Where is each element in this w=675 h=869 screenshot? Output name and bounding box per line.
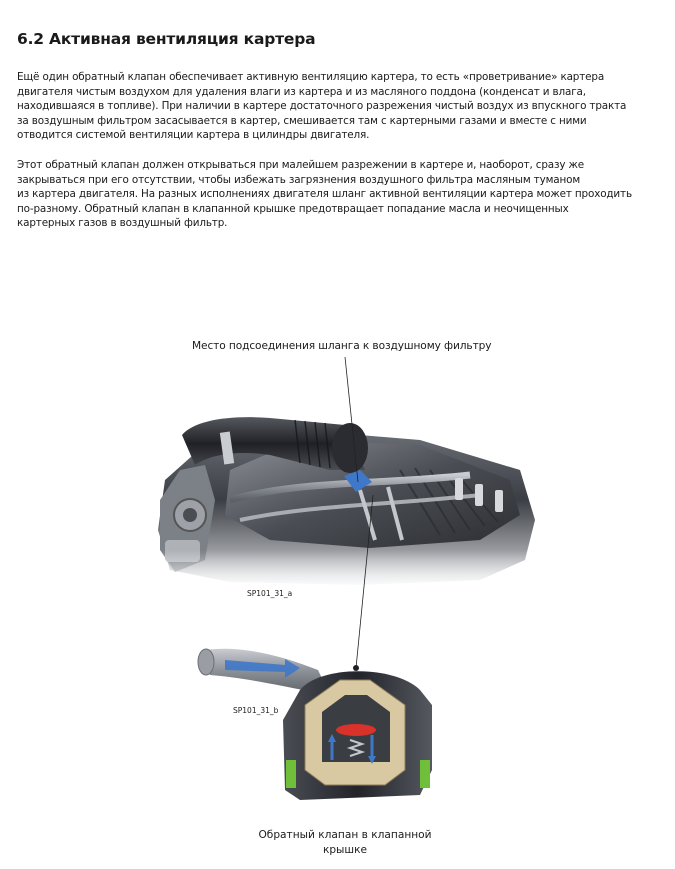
paragraph-line: из картера двигателя. На разных исполнениях двигателя шланг активной вентиляции картера может проходить: [17, 188, 632, 201]
caption-line: Обратный клапан в клапанной: [258, 829, 432, 841]
paragraph-line: Этот обратный клапан должен открываться при малейшем разрежении в картере и, наоборот, сразу же: [17, 159, 584, 171]
caption-check-valve: [240, 828, 450, 858]
figure-code-engine: SP101_31_a: [247, 589, 293, 598]
paragraph-line: находившаяся в топливе). При наличии в картере достаточного разрежения чистый воздух из впускного тракта: [17, 100, 627, 113]
caption-line: крышке: [322, 844, 368, 856]
paragraph-line: двигателя чистым воздухом для удаления влаги из картера и из масляного поддона (конденсат и влага,: [17, 85, 586, 98]
paragraph-line: картерных газов в воздушный фильтр.: [17, 217, 228, 230]
section-title: 6.2 Активная вентиляция картера: [17, 30, 316, 48]
valve-cutaway-image: [198, 649, 432, 800]
callout-air-filter-hose: Место подсоединения шланга к воздушному фильтру: [192, 340, 492, 352]
engine-image: [150, 417, 550, 590]
figure-code-valve: SP101_31_b: [233, 706, 279, 715]
paragraph-line: за воздушным фильтром засасывается в картер, смешивается там с картерными газами и вместе с ними: [17, 114, 587, 127]
paragraph-line: отводится системой вентиляции картера в цилиндры двигателя.: [17, 129, 370, 142]
paragraph-line: Ещё один обратный клапан обеспечивает активную вентиляцию картера, то есть «проветривание» картера: [17, 71, 605, 83]
paragraph-line: закрываться при его отсутствии, чтобы избежать загрязнения воздушного фильтра масляным туманом: [17, 173, 581, 186]
paragraph-line: по-разному. Обратный клапан в клапанной крышке предотвращает попадание масла и неочищенных: [17, 202, 569, 215]
